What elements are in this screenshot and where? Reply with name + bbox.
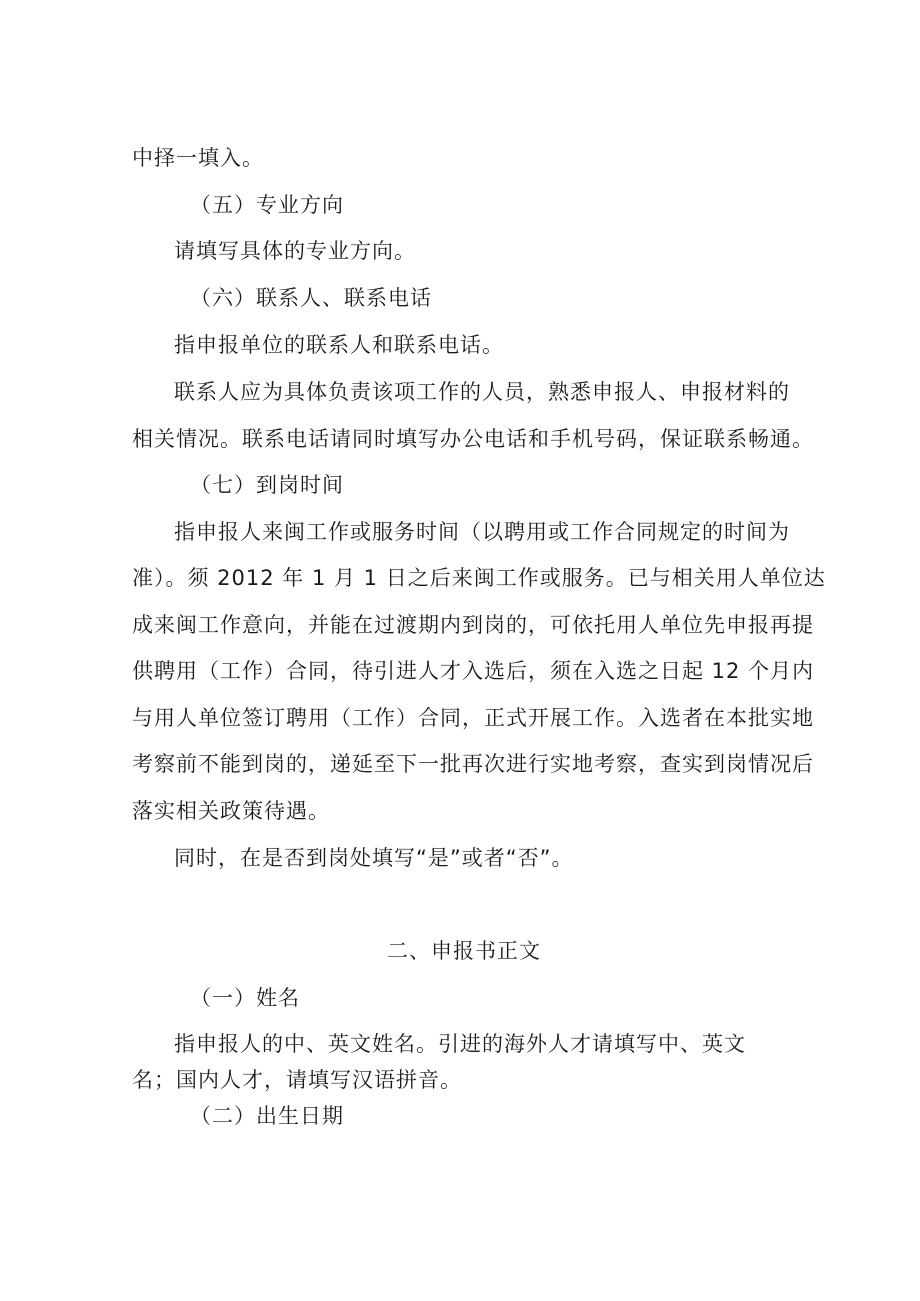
section-two-title: 二、申报书正文 [387,939,541,963]
item7-heading: （七）到岗时间 [190,473,344,497]
item7-para-line: 落实相关政策待遇。 [132,799,330,823]
item7-para-line: 指申报人来闽工作或服务时间（以聘用或工作合同规定的时间为 [174,520,790,544]
item7-para-line: 成来闽工作意向，并能在过渡期内到岗的，可依托用人单位先申报再提 [132,613,814,637]
item1-line: 指申报人的中、英文姓名。引进的海外人才请填写中、英文 [174,1032,746,1056]
continuation-line: 中择一填入。 [132,146,264,170]
item7-para-line: 与用人单位签订聘用（工作）合同，正式开展工作。入选者在本批实地 [132,706,814,730]
item6-heading: （六）联系人、联系电话 [190,286,432,310]
item7-para-line: 考察前不能到岗的，递延至下一批再次进行实地考察，查实到岗情况后 [132,752,814,776]
item7-note: 同时，在是否到岗处填写“是”或者“否”。 [174,846,574,870]
item5-heading: （五）专业方向 [190,193,344,217]
item2-heading: （二）出生日期 [190,1104,344,1128]
item7-para-line: 供聘用（工作）合同，待引进人才入选后，须在入选之日起 12 个月内 [132,659,815,683]
item6-text: 指申报单位的联系人和联系电话。 [174,333,504,357]
item6-para-line: 联系人应为具体负责该项工作的人员，熟悉申报人、申报材料的 [174,380,790,404]
item1-line: 名；国内人才，请填写汉语拼音。 [132,1068,462,1092]
item6-para-line: 相关情况。联系电话请同时填写办公电话和手机号码，保证联系畅通。 [132,427,814,451]
item1-heading: （一）姓名 [190,986,300,1010]
item7-para-line: 准）。须 2012 年 1 月 1 日之后来闽工作或服务。已与相关用人单位达 [132,566,826,590]
item5-text: 请填写具体的专业方向。 [174,239,416,263]
